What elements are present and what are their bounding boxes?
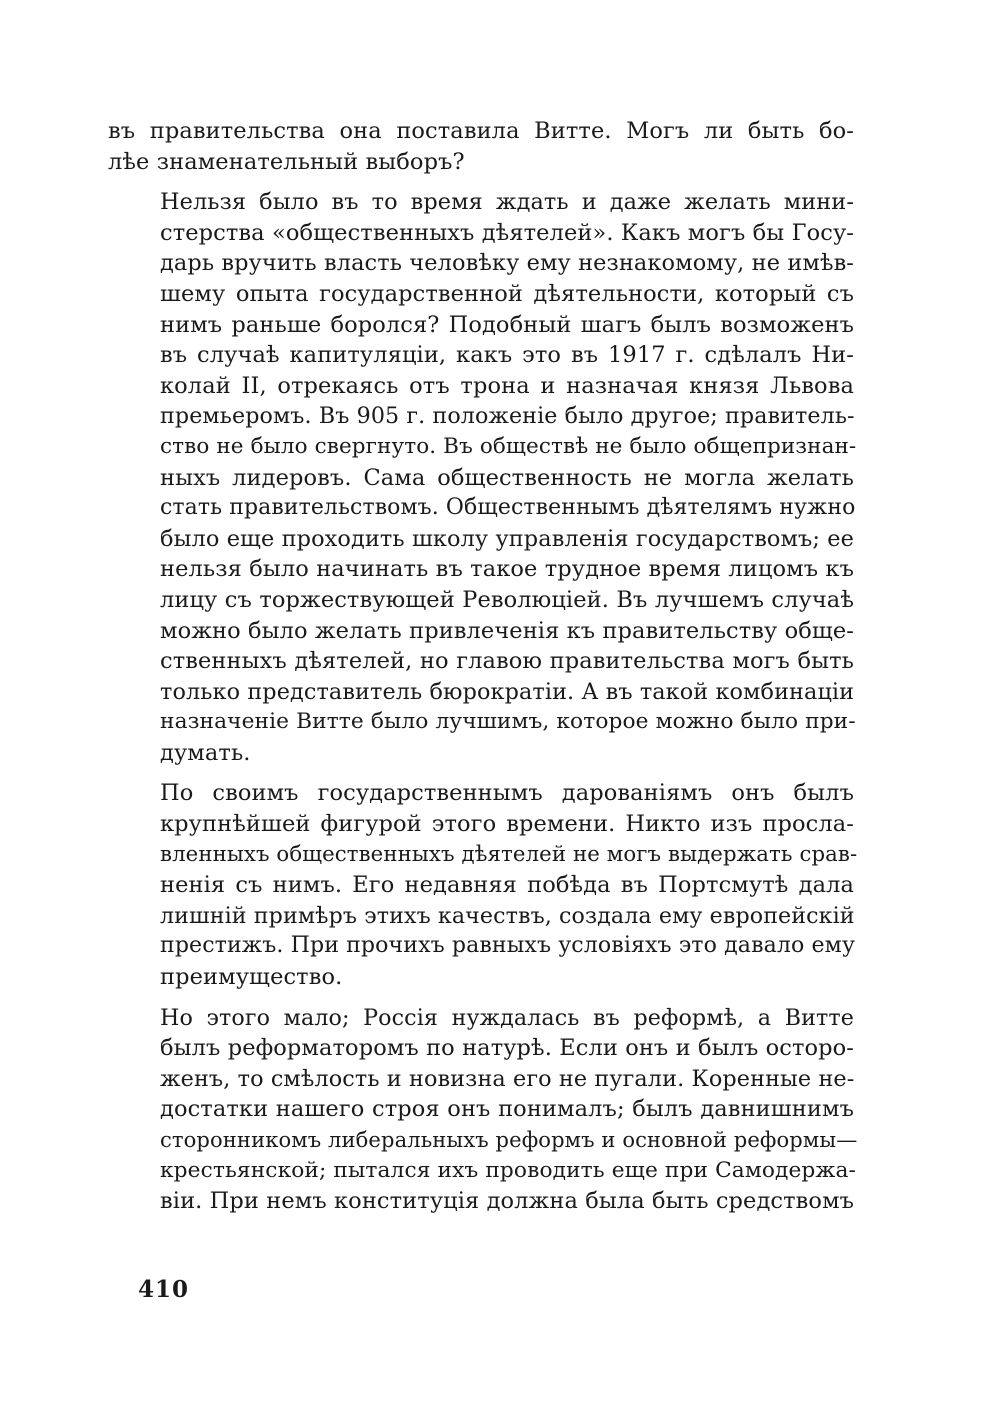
text-line: сторонникомъ либеральныхъ реформъ и основной реформы— [160,1127,858,1152]
paragraph [108,778,858,992]
text-line: лишній примѣръ этихъ качествъ, создала ему европейскій [160,902,855,929]
text-line: ныхъ лидеровъ. Сама общественность не могла желать [160,464,854,491]
text-line: ственныхъ дѣятелей, но главою правительства могъ быть [160,648,854,675]
text-line: Нельзя было въ то время ждать и даже желать мини- [160,189,854,216]
text-line: лѣе знаменательный выборъ? [108,148,465,175]
text-line: нимъ раньше боролся? Подобный шагъ былъ возможенъ [160,311,854,338]
text-line: крупнѣйшей фигурой этого времени. Никто изъ просла- [160,811,854,838]
text-line: было еще проходить школу управленія государствомъ; ее [160,525,854,552]
text-line: премьеромъ. Въ 905 г. положеніе было другое; правитель- [160,403,855,430]
text-line: думать. [160,739,251,766]
text-line: нельзя было начинать въ такое трудное время лицомъ къ [160,556,854,583]
text-line: По своимъ государственнымъ дарованіямъ онъ былъ [160,780,854,807]
text-line: женъ, то смѣлость и новизна его не пугали. Коренные не- [160,1065,855,1092]
text-line: престижъ. При прочихъ равныхъ условіяхъ это давало ему [160,933,856,959]
text-line: ство не было свергнуто. Въ обществѣ не было общепризнан- [160,433,857,459]
text-line: можно было желать привлеченія къ правительству обще- [160,617,854,644]
text-line: дарь вручить власть человѣку ему незнакомому, не имѣв- [160,250,854,277]
text-line: стать правительствомъ. Общественнымъ дѣятелямъ нужно [160,495,856,521]
text-line: въ случаѣ капитуляціи, какъ это въ 1917 г. сдѣлалъ Ни- [160,342,854,369]
body-text [108,116,858,1227]
text-line: колай II, отрекаясь отъ трона и назначая князя Львова [160,372,854,399]
text-line: шему опыта государственной дѣятельности, который съ [160,280,854,307]
text-line: Но этого мало; Россія нуждалась въ реформѣ, а Витте [160,1004,854,1031]
text-line: лицу съ торжествующей Революціей. Въ лучшемъ случаѣ [160,586,854,613]
text-line: стерства «общественныхъ дѣятелей». Какъ могъ бы Госу- [160,219,854,246]
paragraph [108,116,854,177]
text-line: крестьянской; пытался ихъ проводить еще при Самодержа- [160,1157,856,1183]
text-line: назначеніе Витте было лучшимъ, которое можно было при- [160,709,856,735]
text-line: въ правительства она поставила Витте. Могъ ли быть бо- [108,118,854,144]
text-line: достатки нашего строя онъ понималъ; былъ давнишнимъ [160,1096,854,1123]
text-line: вленныхъ общественныхъ дѣятелей не могъ выдержать срав- [160,841,858,867]
text-line: ненія съ нимъ. Его недавняя побѣда въ Портсмутѣ дала [160,872,854,899]
paragraph [108,187,857,768]
text-line: только представитель бюрократіи. А въ такой комбинаціи [160,678,855,705]
text-line: віи. При немъ конституція должна была быть средствомъ [160,1188,855,1215]
paragraph [108,1003,858,1217]
text-line: преимущество. [160,964,343,991]
text-line: былъ реформаторомъ по натурѣ. Если онъ и былъ осторо- [160,1035,854,1062]
page-number: 410 [138,1276,190,1303]
